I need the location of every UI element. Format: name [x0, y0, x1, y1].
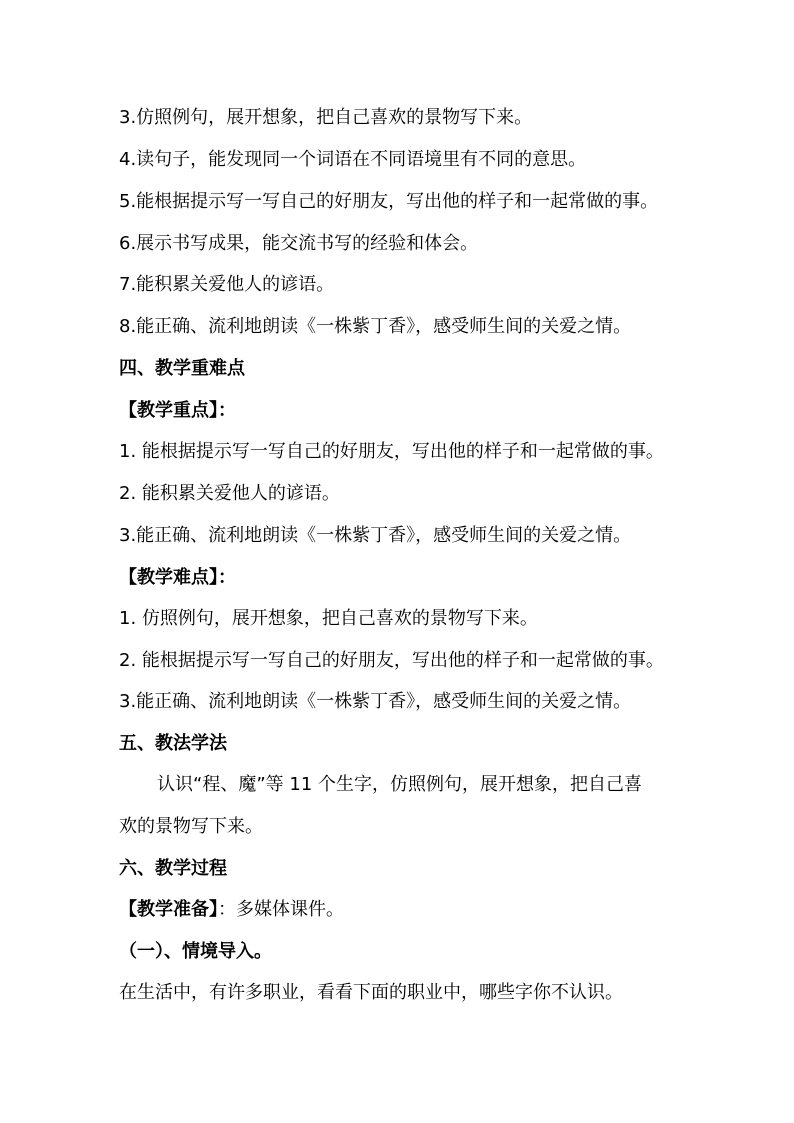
section-heading-methods: 五、教法学法 [119, 733, 227, 754]
preparation-line [119, 898, 344, 922]
key-point-item-1: 1. 能根据提示写一写自己的好朋友，写出他的样子和一起常做的事。 [119, 441, 664, 462]
methods-paragraph-line-2: 欢的景物写下来。 [119, 816, 263, 837]
key-point-item-2: 2. 能积累关爱他人的谚语。 [119, 483, 340, 504]
key-points-label: 【教学重点】： [119, 400, 236, 421]
methods-paragraph-line-1: 认识“程、魔”等 11 个生字，仿照例句，展开想象，把自己喜 [157, 774, 642, 795]
objective-item-7: 7.能积累关爱他人的谚语。 [119, 274, 335, 295]
document-page [119, 0, 679, 1123]
section-heading-key-difficult: 四、教学重难点 [119, 358, 245, 379]
difficult-point-item-2: 2. 能根据提示写一写自己的好朋友，写出他的样子和一起常做的事。 [119, 650, 664, 671]
step-1-title: （一）、情境导入。 [119, 941, 272, 962]
step-1-text: 在生活中，有许多职业，看看下面的职业中，哪些字你不认识。 [119, 982, 623, 1003]
difficult-point-item-1: 1. 仿照例句，展开想象，把自己喜欢的景物写下来。 [119, 608, 538, 629]
objective-item-3: 3.仿照例句，展开想象，把自己喜欢的景物写下来。 [119, 107, 533, 128]
objective-item-8: 8.能正确、流利地朗读《一株紫丁香》，感受师生间的关爱之情。 [119, 316, 632, 337]
difficult-points-label: 【教学难点】： [119, 567, 236, 588]
objective-item-4: 4.读句子，能发现同一个词语在不同语境里有不同的意思。 [119, 149, 587, 170]
key-point-item-3: 3.能正确、流利地朗读《一株紫丁香》，感受师生间的关爱之情。 [119, 525, 632, 546]
objective-item-5: 5.能根据提示写一写自己的好朋友，写出他的样子和一起常做的事。 [119, 191, 659, 212]
section-heading-process: 六、教学过程 [119, 858, 227, 879]
preparation-label: 【教学准备】 [119, 899, 218, 920]
preparation-text: ：多媒体课件。 [218, 899, 344, 920]
difficult-point-item-3: 3.能正确、流利地朗读《一株紫丁香》，感受师生间的关爱之情。 [119, 691, 632, 712]
objective-item-6: 6.展示书写成果，能交流书写的经验和体会。 [119, 233, 479, 254]
